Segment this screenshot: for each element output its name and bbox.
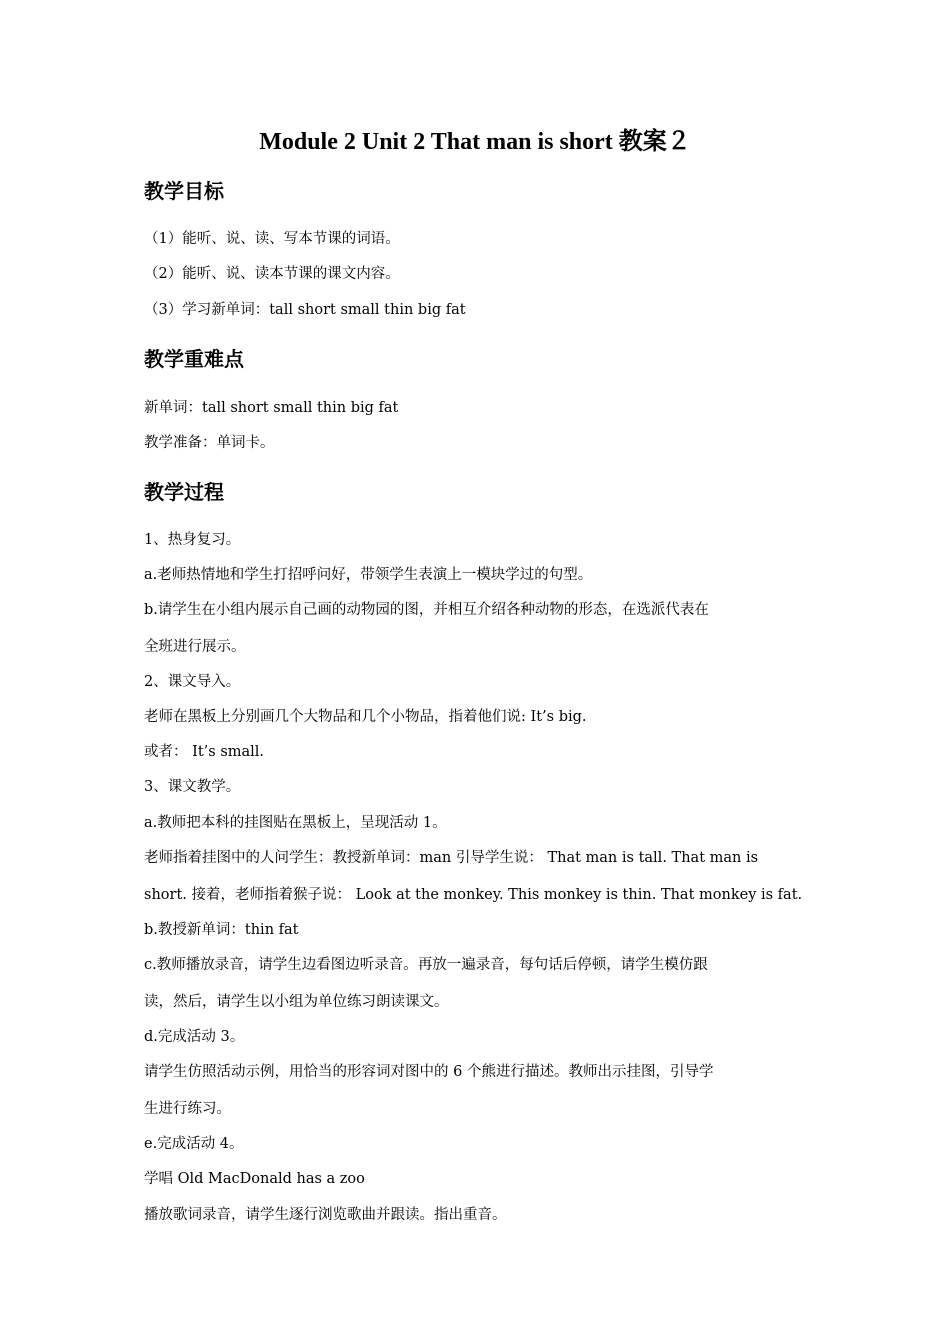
paragraph-line: 新单词：tall short small thin big fat (144, 400, 399, 416)
paragraph-line: 教学准备：单词卡。 (144, 435, 275, 451)
paragraph-line: 老师指着挂图中的人问学生：教授新单词：man 引导学生说： That man is tall. That man is (144, 850, 759, 866)
paragraph-line: 3、课文教学。 (144, 779, 241, 795)
paragraph-line: 请学生仿照活动示例，用恰当的形容词对图中的 6 个熊进行描述。教师出示挂图，引导学 (144, 1064, 714, 1080)
paragraph-line: d.完成活动 3。 (144, 1029, 245, 1045)
section-heading-key-points: 教学重难点 (144, 347, 244, 371)
paragraph-line: 读，然后，请学生以小组为单位练习朗读课文。 (144, 994, 449, 1010)
paragraph-line: （2）能听、说、读本节课的课文内容。 (144, 266, 400, 282)
paragraph-line: 1、热身复习。 (144, 532, 241, 548)
paragraph-line: b.教授新单词：thin fat (144, 922, 299, 938)
section-heading-objectives: 教学目标 (144, 179, 224, 203)
section-heading-process: 教学过程 (144, 480, 224, 504)
paragraph-line: 播放歌词录音，请学生逐行浏览歌曲并跟读。指出重音。 (144, 1207, 507, 1223)
paragraph-line: 生进行练习。 (144, 1101, 231, 1117)
paragraph-line: 或者： It’s small. (144, 744, 265, 760)
paragraph-line: a.教师把本科的挂图贴在黑板上，呈现活动 1。 (144, 815, 447, 831)
paragraph-line: 2、课文导入。 (144, 674, 241, 690)
document-title: Module 2 Unit 2 That man is short 教案２ (259, 129, 691, 155)
paragraph-line: 学唱 Old MacDonald has a zoo (144, 1171, 365, 1187)
paragraph-line: a.老师热情地和学生打招呼问好，带领学生表演上一模块学过的句型。 (144, 567, 593, 583)
paragraph-line: （1）能听、说、读、写本节课的词语。 (144, 231, 400, 247)
paragraph-line: e.完成活动 4。 (144, 1136, 244, 1152)
paragraph-line: （3）学习新单词：tall short small thin big fat (144, 302, 466, 318)
paragraph-line: short. 接着，老师指着猴子说： Look at the monkey. This monkey is thin. That monkey is fat. (144, 887, 803, 903)
paragraph-line: 全班进行展示。 (144, 639, 246, 655)
paragraph-line: b.请学生在小组内展示自己画的动物园的图，并相互介绍各种动物的形态，在选派代表在 (144, 602, 709, 618)
paragraph-line: c.教师播放录音，请学生边看图边听录音。再放一遍录音，每句话后停顿，请学生模仿跟 (144, 957, 708, 973)
paragraph-line: 老师在黑板上分别画几个大物品和几个小物品，指着他们说: It’s big. (144, 709, 587, 725)
